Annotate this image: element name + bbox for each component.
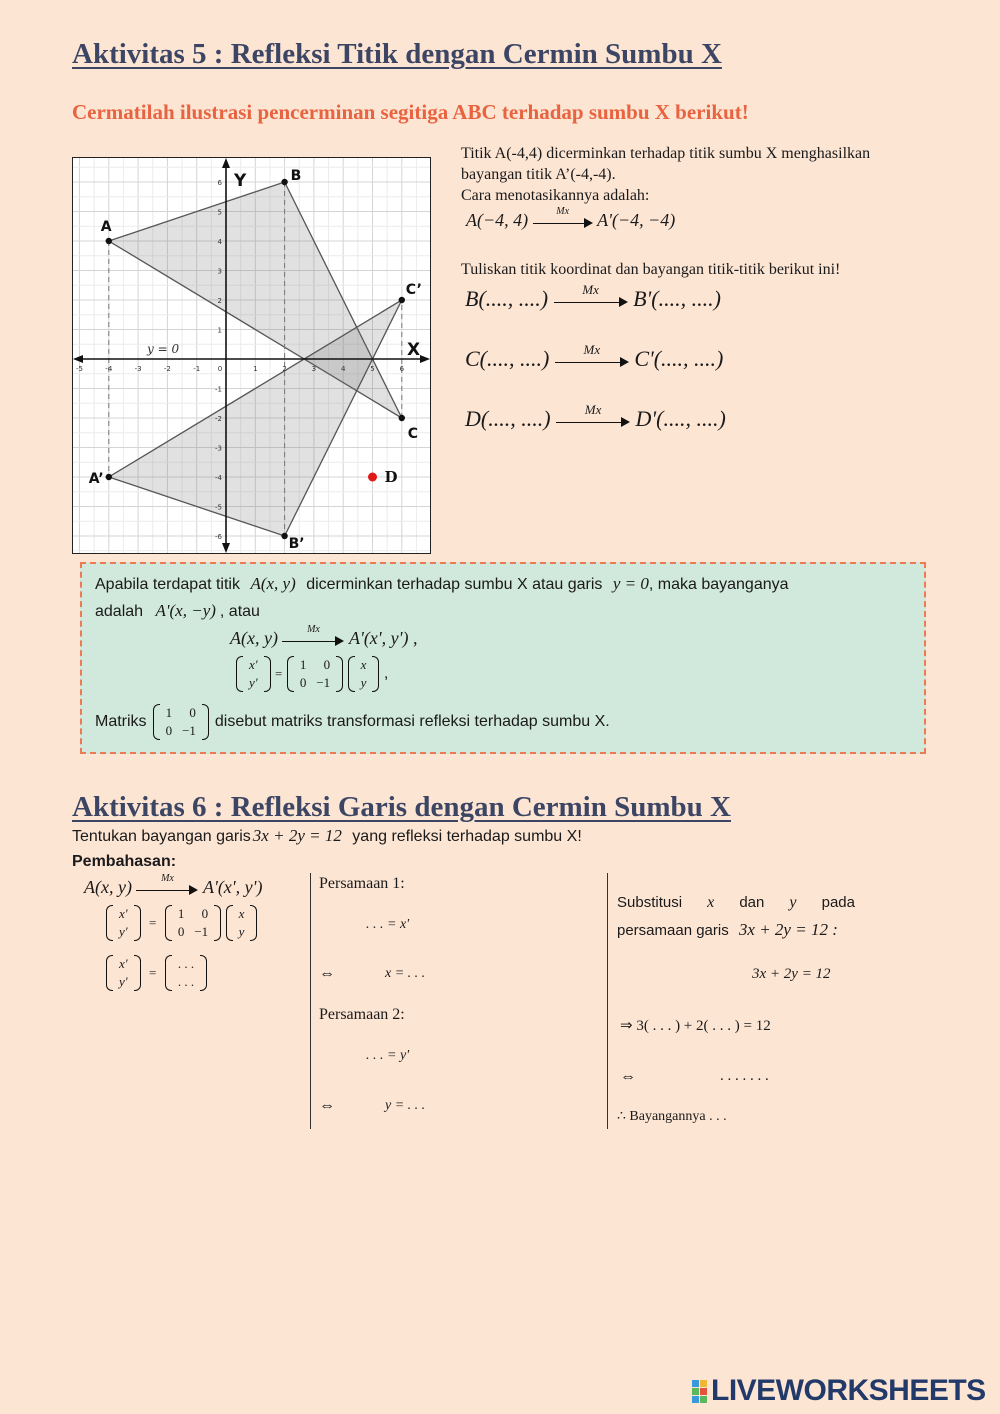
vertex-label: A’ — [88, 471, 104, 487]
vertex-point — [106, 474, 112, 480]
pembahasan-label: Pembahasan: — [72, 853, 177, 870]
eq2-line2[interactable]: y = . . . — [385, 1098, 426, 1113]
y-tick-label: -3 — [215, 444, 222, 453]
col1-mapping: A(x, y) Mx A'(x', y') — [84, 872, 263, 897]
y-tick-label: 1 — [217, 326, 222, 335]
iff-symbol: ⇔ — [620, 1068, 636, 1085]
mx-arrow: Mx — [554, 294, 628, 308]
line-label: y = 0 — [147, 342, 180, 356]
vertex-label: C’ — [405, 282, 422, 298]
answer-blank[interactable]: . . . — [177, 956, 195, 971]
row-d-left: D(...., ....) — [465, 406, 551, 431]
iff-symbol: ⇔ — [319, 965, 335, 982]
row-b-left: B(...., ....) — [465, 286, 549, 311]
activity5-title: Aktivitas 5 : Refleksi Titik dengan Cermin Sumbu X — [72, 38, 722, 70]
mx-arrow: Mx — [555, 354, 629, 368]
x-axis-arrow — [420, 355, 430, 363]
substitution-intro2: persamaan garis 3x + 2y = 12 : — [617, 920, 838, 939]
eq1-line1[interactable]: . . . = x' — [366, 917, 410, 932]
example-left: A(−4, 4) — [466, 210, 529, 230]
vertex-label: B’ — [288, 536, 305, 552]
y-tick-label: 2 — [217, 297, 222, 305]
activity5-task: Tuliskan titik koordinat dan bayangan titik-titik berikut ini! — [461, 261, 841, 278]
reflection-graph-svg — [73, 158, 430, 553]
y-axis-arrow — [222, 543, 230, 553]
mapping-row-b[interactable] — [465, 281, 721, 312]
rule-line2: adalah A'(x, −y) , atau — [95, 601, 260, 620]
explain-line3: Cara menotasikannya adalah: — [461, 187, 650, 204]
vertex-point — [399, 297, 405, 303]
vertex-label: A — [100, 219, 112, 235]
x-axis-label: X — [407, 340, 421, 360]
x-tick-label: 1 — [253, 365, 258, 373]
vertex-label: C — [407, 426, 419, 442]
y-axis-arrow — [222, 158, 230, 168]
x-tick-label: 6 — [399, 365, 405, 373]
y-tick-label: -5 — [215, 503, 222, 512]
column-divider — [310, 873, 311, 1129]
y-tick-label: 4 — [217, 238, 222, 246]
x-tick-label: 5 — [370, 365, 375, 373]
example-right: A'(−4, −4) — [597, 210, 676, 230]
logo-mark — [692, 1380, 707, 1403]
x-tick-label: 3 — [311, 365, 317, 373]
iff-symbol: ⇔ — [319, 1097, 335, 1114]
mx-arrow: Mx — [533, 215, 593, 229]
x-tick-label: -2 — [163, 365, 171, 373]
y-axis-label: Y — [234, 171, 247, 191]
vertex-point — [399, 415, 405, 421]
y-tick-label: -1 — [215, 385, 222, 394]
y-tick-label: 3 — [217, 267, 222, 276]
row-c-right: C'(...., ....) — [634, 346, 724, 371]
vertex-point — [281, 179, 287, 185]
activity6-question: Tentukan bayangan garis 3x + 2y = 12 yang refleksi terhadap sumbu X! — [72, 826, 582, 845]
y-tick-label: -6 — [215, 533, 222, 541]
example-mapping — [466, 205, 676, 231]
liveworksheets-logo — [692, 1374, 986, 1408]
vertex-label: B — [290, 168, 302, 184]
line-equation: 3x + 2y = 12 — [752, 966, 831, 982]
col1-matrix-eq2[interactable]: x' y' = . . . . . . — [106, 955, 207, 991]
result-line[interactable]: ∴ Bayangannya . . . — [617, 1109, 727, 1124]
y-tick-label: -4 — [215, 474, 222, 482]
eq2-title: Persamaan 2: — [319, 1006, 405, 1023]
activity5-explanation — [461, 143, 961, 206]
substitution-step1[interactable]: ⇒ 3( . . . ) + 2( . . . ) = 12 — [620, 1018, 771, 1034]
eq1-title: Persamaan 1: — [319, 875, 405, 892]
x-tick-label: 2 — [282, 365, 287, 373]
rule-matrix-equation: x' y' = 1 0 0 −1 x y , — [236, 656, 388, 692]
activity6-title: Aktivitas 6 : Refleksi Garis dengan Cermin Sumbu X — [72, 791, 731, 823]
reflection-rule-box — [80, 562, 926, 754]
explain-line1: Titik A(-4,4) dicerminkan terhadap titik sumbu X menghasilkan — [461, 145, 871, 162]
x-tick-label: -4 — [105, 365, 113, 373]
rule-mapping: A(x, y) Mx A'(x', y') , — [230, 623, 418, 648]
eq1-line2[interactable]: x = . . . — [385, 966, 426, 981]
logo-wordmark: LIVEWORKSHEETS — [711, 1374, 986, 1407]
mapping-row-d[interactable] — [465, 401, 726, 432]
y-tick-label: 5 — [217, 208, 222, 217]
point-d — [368, 473, 377, 482]
mx-arrow: Mx — [556, 414, 630, 428]
x-tick-label: 4 — [340, 365, 346, 373]
row-c-left: C(...., ....) — [465, 346, 550, 371]
mapping-row-c[interactable] — [465, 341, 724, 372]
point-d-label: D — [384, 468, 398, 486]
activity5-instruction: Cermatilah ilustrasi pencerminan segitiga ABC terhadap sumbu X berikut! — [72, 100, 749, 124]
col1-matrix-eq1: x' y' = 1 0 0 −1 x y — [106, 905, 257, 941]
x-axis-arrow — [73, 355, 83, 363]
substitution-intro: Substitusi x dan y pada — [617, 894, 855, 911]
column-divider — [607, 873, 608, 1129]
row-d-right: D'(...., ....) — [635, 406, 726, 431]
x-tick-label: -1 — [193, 365, 201, 373]
rule-line1: Apabila terdapat titik A(x, y) dicerminkan terhadap sumbu X atau garis y = 0, maka bayanganya — [95, 574, 789, 593]
y-tick-label: -2 — [215, 415, 222, 423]
rule-matrix-label: Matriks 1 0 0 −1 disebut matriks transformasi refleksi terhadap sumbu X. — [95, 705, 610, 738]
answer-blank[interactable]: . . . — [177, 974, 195, 989]
y-tick-label: 6 — [217, 179, 222, 187]
row-b-right: B'(...., ....) — [633, 286, 721, 311]
x-tick-label: -5 — [76, 365, 83, 373]
vertex-point — [281, 533, 287, 539]
vertex-point — [106, 238, 112, 244]
eq2-line1[interactable]: . . . = y' — [366, 1048, 410, 1063]
reflection-graph — [72, 157, 431, 554]
explain-line2: bayangan titik A’(-4,-4). — [461, 166, 616, 183]
substitution-step2[interactable]: . . . . . . . — [720, 1068, 769, 1084]
x-tick-label: -3 — [134, 365, 142, 373]
x-tick-label: 0 — [217, 365, 223, 373]
